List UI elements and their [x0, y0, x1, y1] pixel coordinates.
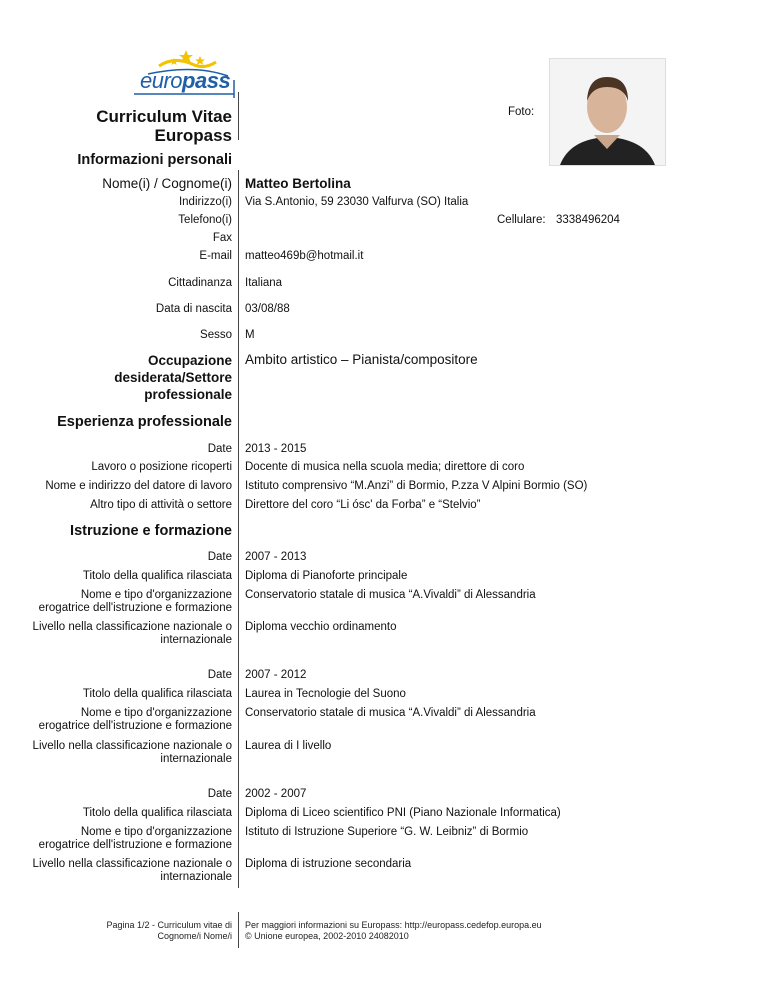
- sex-label: Sesso: [200, 329, 232, 341]
- europass-logo: [104, 46, 238, 98]
- edu-org-value: Istituto di Istruzione Superiore “G. W. Leibniz” di Bormio: [245, 826, 529, 838]
- exp-other-value: Direttore del coro “Li ósc' da Forba” e “Stelvio”: [245, 499, 481, 511]
- divider-vertical: [238, 912, 239, 948]
- divider-vertical: [238, 440, 239, 888]
- address-label: Indirizzo(i): [178, 196, 232, 208]
- exp-date-value: 2013 - 2015: [245, 443, 307, 455]
- exp-other-label: Altro tipo di attività o settore: [90, 499, 232, 511]
- profile-photo: [549, 58, 666, 166]
- section-title-education: Istruzione e formazione: [70, 523, 232, 539]
- section-title-personal: Informazioni personali: [77, 152, 232, 168]
- birth-value: 03/08/88: [245, 303, 290, 315]
- edu-org-label: Nome e tipo d'organizzazione erogatrice dell'istruzione e formazione: [38, 589, 232, 614]
- edu-title-label: Titolo della qualifica rilasciata: [82, 807, 232, 819]
- edu-title-value: Diploma di Pianoforte principale: [245, 570, 408, 582]
- fax-label: Fax: [212, 232, 232, 244]
- edu-org-value: Conservatorio statale di musica “A.Vivaldi” di Alessandria: [245, 707, 536, 719]
- email-label: E-mail: [199, 250, 232, 262]
- edu-org-label: Nome e tipo d'organizzazione erogatrice dell'istruzione e formazione: [38, 826, 232, 851]
- edu-date-value: 2002 - 2007: [245, 788, 307, 800]
- name-label: Nome(i) / Cognome(i): [102, 176, 232, 191]
- edu-level-value: Diploma vecchio ordinamento: [245, 621, 397, 633]
- exp-date-label: Date: [207, 443, 232, 455]
- citizenship-label: Cittadinanza: [168, 277, 232, 289]
- edu-date-label: Date: [207, 788, 232, 800]
- footer-page-info: Pagina 1/2 - Curriculum vitae di Cognome/i Nome/i: [106, 920, 232, 941]
- edu-title-value: Laurea in Tecnologie del Suono: [245, 688, 406, 700]
- mobile-label: Cellulare:: [497, 214, 546, 226]
- mobile-value: 3338496204: [556, 214, 620, 226]
- edu-org-value: Conservatorio statale di musica “A.Vivaldi” di Alessandria: [245, 589, 536, 601]
- divider-vertical: [238, 170, 239, 442]
- edu-title-value: Diploma di Liceo scientifico PNI (Piano Nazionale Informatica): [245, 807, 561, 819]
- edu-level-label: Livello nella classificazione nazionale o internazionale: [32, 621, 232, 646]
- edu-level-value: Diploma di istruzione secondaria: [245, 858, 412, 870]
- foto-label: Foto:: [508, 106, 535, 118]
- exp-employer-value: Istituto comprensivo “M.Anzi” di Bormio, P.zza V Alpini Bormio (SO): [245, 480, 588, 492]
- citizenship-value: Italiana: [245, 277, 283, 289]
- edu-level-value: Laurea di I livello: [245, 740, 332, 752]
- address-value: Via S.Antonio, 59 23030 Valfurva (SO) Italia: [245, 196, 469, 208]
- exp-employer-label: Nome e indirizzo del datore di lavoro: [45, 480, 232, 492]
- email-value: matteo469b@hotmail.it: [245, 250, 364, 262]
- edu-title-label: Titolo della qualifica rilasciata: [82, 570, 232, 582]
- occupation-value: Ambito artistico – Pianista/compositore: [245, 352, 478, 367]
- section-title-experience: Esperienza professionale: [57, 414, 232, 430]
- exp-role-label: Lavoro o posizione ricoperti: [91, 461, 232, 473]
- edu-date-label: Date: [207, 669, 232, 681]
- edu-date-value: 2007 - 2013: [245, 551, 307, 563]
- europass-wordmark: europass: [140, 68, 231, 93]
- edu-title-label: Titolo della qualifica rilasciata: [82, 688, 232, 700]
- edu-date-label: Date: [207, 551, 232, 563]
- divider-vertical: [238, 92, 239, 140]
- name-value: Matteo Bertolina: [245, 176, 351, 191]
- cv-title: Curriculum Vitae Europass: [96, 107, 232, 145]
- birth-label: Data di nascita: [155, 303, 232, 315]
- phone-label: Telefono(i): [178, 214, 232, 226]
- footer-europass-info: Per maggiori informazioni su Europass: http://europass.cedefop.europa.eu © Unione europea, 2002-2010 24082010: [245, 920, 542, 941]
- sex-value: M: [245, 329, 255, 341]
- occupation-label: Occupazione desiderata/Settore professionale: [114, 353, 232, 402]
- exp-role-value: Docente di musica nella scuola media; direttore di coro: [245, 461, 525, 473]
- edu-date-value: 2007 - 2012: [245, 669, 307, 681]
- edu-org-label: Nome e tipo d'organizzazione erogatrice dell'istruzione e formazione: [38, 707, 232, 732]
- edu-level-label: Livello nella classificazione nazionale o internazionale: [32, 740, 232, 765]
- edu-level-label: Livello nella classificazione nazionale o internazionale: [32, 858, 232, 883]
